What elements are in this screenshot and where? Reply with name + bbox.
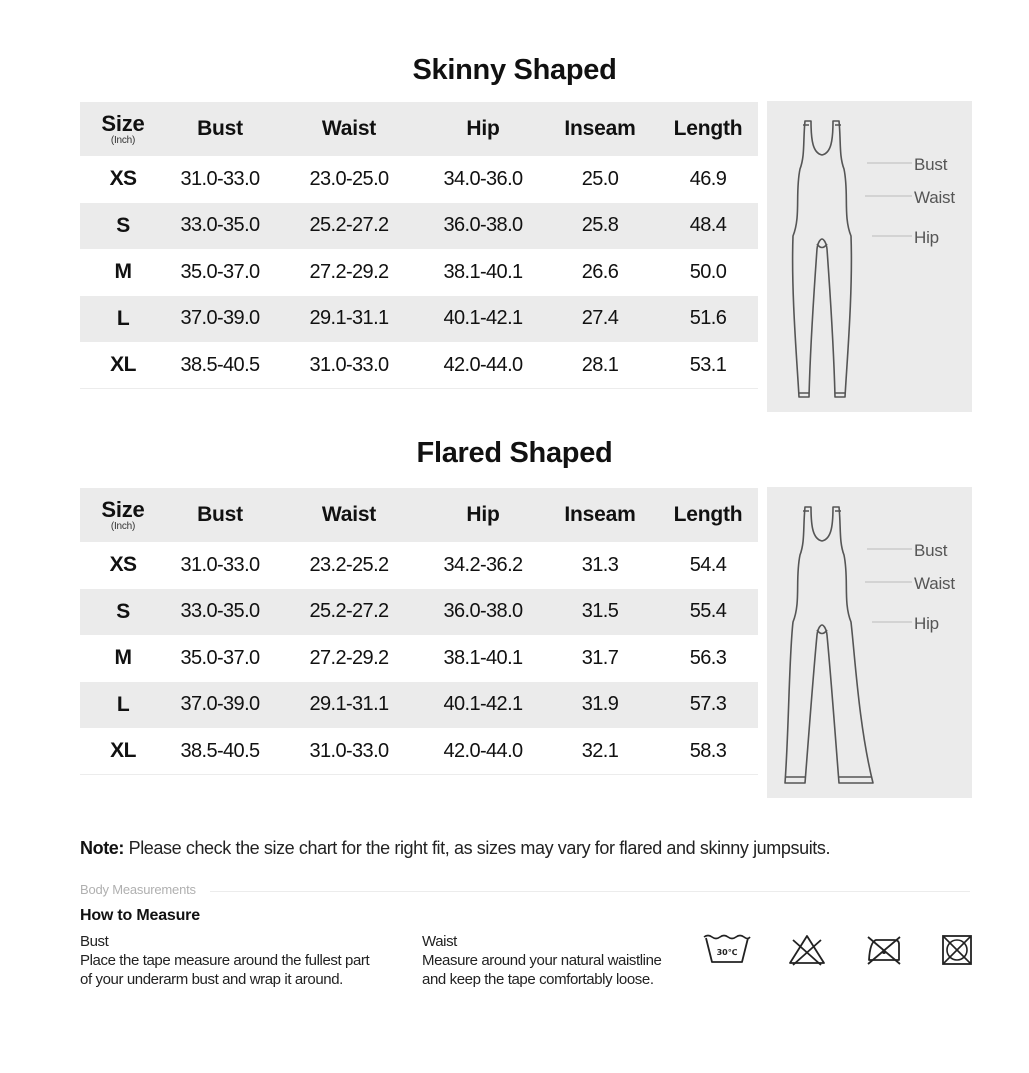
inseam-header: Inseam [564,503,636,526]
bust-header: Bust [197,503,243,526]
length-header: Length [673,117,743,140]
bust-cell: 37.0-39.0 [180,693,260,716]
hip-cell: 38.1-40.1 [443,260,523,283]
hip-figure-label: Hip [914,614,939,633]
table-header-row [80,102,758,156]
inseam-cell: 26.6 [581,260,619,283]
bust-cell: 31.0-33.0 [180,167,260,190]
skinny-size-table [80,102,758,389]
size-unit-label: (Inch) [110,134,136,146]
table-row [80,156,758,203]
flared-jumpsuit-icon [767,487,972,798]
size-cell: S [116,213,130,237]
bust-header: Bust [197,117,243,140]
hip-cell: 42.0-44.0 [443,353,523,376]
bust-instructions-line: of your underarm bust and wrap it around. [80,971,343,988]
hip-cell: 34.2-36.2 [443,553,523,576]
hip-cell: 36.0-38.0 [443,214,523,237]
size-header-label: Size [101,110,145,136]
bust-instructions-title: Bust [80,933,109,950]
hip-figure-label: Hip [914,228,939,247]
waist-cell: 31.0-33.0 [309,353,389,376]
table-row [80,542,758,589]
bust-cell: 31.0-33.0 [180,553,260,576]
length-header: Length [673,503,743,526]
waist-cell: 27.2-29.2 [309,260,389,283]
waist-cell: 25.2-27.2 [309,214,389,237]
inseam-cell: 31.3 [581,553,619,576]
table-header-row [80,488,758,542]
hip-cell: 34.0-36.0 [443,167,523,190]
do-not-iron-icon [864,932,904,968]
bust-cell: 33.0-35.0 [180,214,260,237]
size-cell: XL [110,739,136,762]
waist-instructions-line: Measure around your natural waistline [422,952,662,969]
note-text: Please check the size chart for the right fit, as sizes may vary for flared and skinny jumpsuits. [124,838,831,858]
size-cell: M [114,646,132,670]
hip-cell: 40.1-42.1 [443,307,523,330]
inseam-cell: 31.7 [581,646,619,669]
waist-instructions-line: and keep the tape comfortably loose. [422,971,654,988]
bust-cell: 38.5-40.5 [180,353,260,376]
bust-cell: 35.0-37.0 [180,646,260,669]
length-cell: 58.3 [689,739,727,762]
skinny-jumpsuit-icon [767,101,972,412]
flared-section-title: Flared Shaped [416,437,613,469]
flared-figure-panel [767,487,972,798]
bust-figure-label: Bust [914,541,948,560]
waist-cell: 27.2-29.2 [309,646,389,669]
size-header [80,488,166,542]
length-cell: 51.6 [689,307,727,330]
waist-cell: 29.1-31.1 [309,307,389,330]
note-label: Note: [80,838,124,858]
bust-figure-label: Bust [914,155,948,174]
waist-instructions-title: Waist [422,933,457,950]
length-cell: 57.3 [689,693,727,716]
divider [210,891,970,892]
size-cell: XL [110,353,136,376]
waist-figure-label: Waist [914,188,955,207]
bust-cell: 38.5-40.5 [180,739,260,762]
skinny-section-title: Skinny Shaped [412,54,617,86]
bust-instructions-line: Place the tape measure around the fullest part [80,952,370,969]
waist-header: Waist [321,117,377,140]
waist-cell: 29.1-31.1 [309,693,389,716]
inseam-header: Inseam [564,117,636,140]
inseam-cell: 25.0 [581,167,619,190]
wash-30c-icon [702,932,752,968]
length-cell: 48.4 [689,214,727,237]
hip-cell: 40.1-42.1 [443,693,523,716]
waist-header: Waist [321,503,377,526]
waist-cell: 23.0-25.0 [309,167,389,190]
wash-temperature-label: 30℃ [716,948,738,957]
table-row [80,203,758,250]
length-cell: 53.1 [689,353,727,376]
waist-cell: 23.2-25.2 [309,553,389,576]
length-cell: 46.9 [689,167,727,190]
skinny-figure-panel [767,101,972,412]
length-cell: 56.3 [689,646,727,669]
hip-cell: 38.1-40.1 [443,646,523,669]
inseam-cell: 25.8 [581,214,619,237]
table-row [80,342,758,389]
do-not-bleach-icon [787,932,827,968]
inseam-cell: 28.1 [581,353,619,376]
waist-instructions [422,932,662,989]
size-cell: S [116,599,130,623]
size-cell: L [116,692,130,716]
inseam-cell: 32.1 [581,739,619,762]
table-row [80,296,758,343]
table-row [80,682,758,729]
size-cell: XS [109,553,137,577]
table-row [80,589,758,636]
hip-header: Hip [466,117,500,140]
bust-instructions [80,932,369,989]
inseam-cell: 31.5 [581,600,619,623]
table-row [80,249,758,296]
waist-figure-label: Waist [914,574,955,593]
inseam-cell: 27.4 [581,307,619,330]
bust-cell: 35.0-37.0 [180,260,260,283]
flared-size-table [80,488,758,775]
waist-cell: 25.2-27.2 [309,600,389,623]
inseam-cell: 31.9 [581,693,619,716]
how-to-measure-title: How to Measure [80,907,200,924]
bust-cell: 37.0-39.0 [180,307,260,330]
body-measurements-label: Body Measurements [80,882,196,897]
table-row [80,728,758,775]
hip-cell: 36.0-38.0 [443,600,523,623]
table-row [80,635,758,682]
waist-cell: 31.0-33.0 [309,739,389,762]
length-cell: 50.0 [689,260,727,283]
hip-cell: 42.0-44.0 [443,739,523,762]
size-unit-label: (Inch) [110,520,136,532]
size-header [80,102,166,156]
do-not-tumble-dry-icon [939,932,975,968]
hip-header: Hip [466,503,500,526]
length-cell: 54.4 [689,553,727,576]
size-note [80,838,830,859]
bust-cell: 33.0-35.0 [180,600,260,623]
size-cell: L [116,306,130,330]
size-cell: XS [109,167,137,191]
size-header-label: Size [101,496,145,522]
size-cell: M [114,260,132,284]
length-cell: 55.4 [689,600,727,623]
